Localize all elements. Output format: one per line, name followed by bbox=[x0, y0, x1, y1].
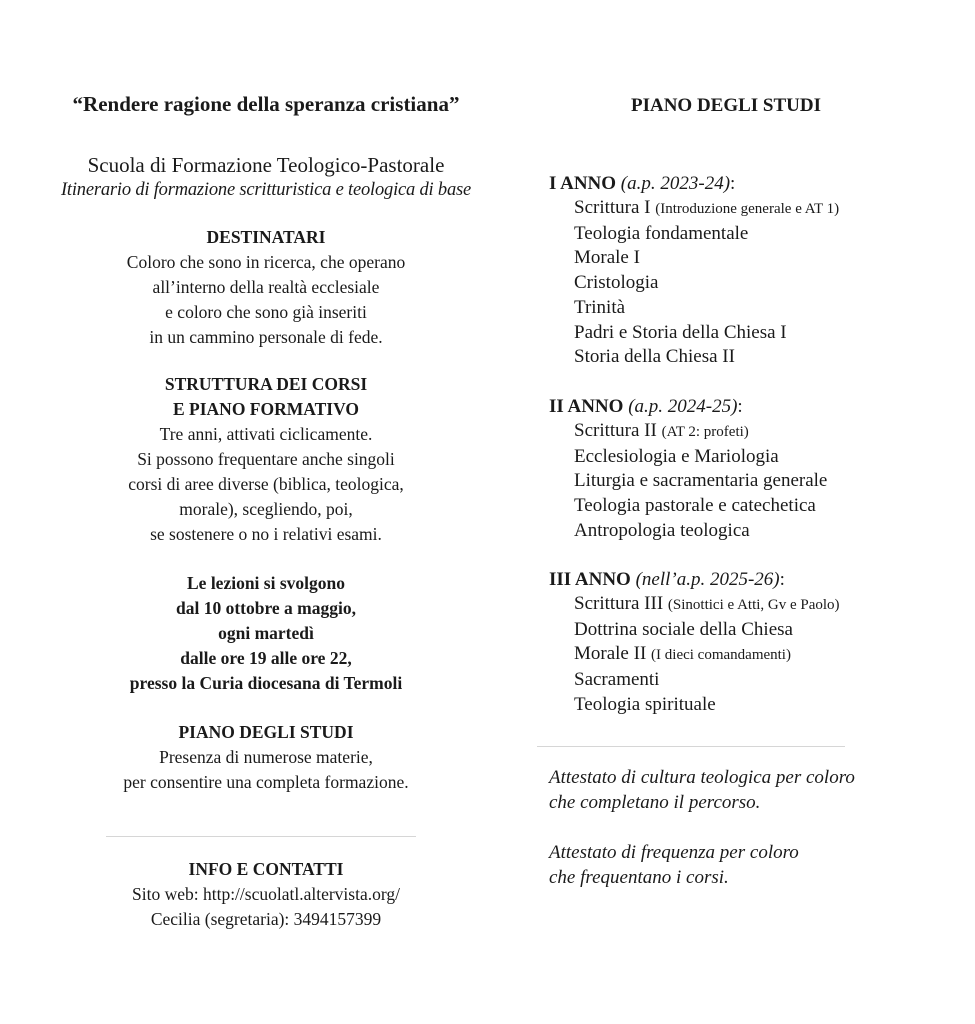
course-note: (AT 2: profeti) bbox=[661, 424, 749, 440]
course-name: Teologia pastorale e catechetica bbox=[574, 495, 816, 517]
course-name: Liturgia e sacramentaria generale bbox=[574, 470, 828, 492]
motto-title: “Rendere ragione della speranza cristiana” bbox=[72, 92, 460, 116]
schedule-line: ogni martedì bbox=[218, 623, 314, 643]
course-note: (Introduzione generale e AT 1) bbox=[655, 201, 840, 217]
divider bbox=[106, 836, 416, 837]
course-name: Scrittura III bbox=[574, 593, 664, 614]
year-period: (a.p. 2024-25) bbox=[628, 396, 738, 417]
course-item bbox=[574, 693, 949, 718]
year-suffix: : bbox=[737, 396, 743, 417]
course-item bbox=[574, 246, 949, 271]
schedule-line: dalle ore 19 alle ore 22, bbox=[180, 648, 352, 668]
contacts-section bbox=[48, 857, 484, 932]
recipients-line: all’interno della realtà ecclesiale bbox=[152, 277, 380, 297]
course-note: (I dieci comandamenti) bbox=[651, 647, 791, 664]
left-column bbox=[48, 92, 484, 795]
course-item bbox=[574, 494, 949, 519]
course-item bbox=[574, 642, 949, 668]
study-plan-section bbox=[48, 720, 484, 795]
structure-line: morale), scegliendo, poi, bbox=[179, 499, 353, 519]
study-plan-heading: PIANO DEGLI STUDI bbox=[178, 722, 354, 742]
structure-line: se sostenere o no i relativi esami. bbox=[150, 524, 382, 544]
course-item bbox=[574, 445, 949, 470]
year-heading bbox=[549, 171, 949, 196]
year-label: III ANNO bbox=[549, 569, 631, 590]
course-name: Scrittura II bbox=[574, 420, 657, 441]
course-name: Teologia fondamentale bbox=[574, 222, 749, 244]
course-name: Morale I bbox=[574, 247, 640, 269]
course-item bbox=[574, 196, 949, 222]
course-item bbox=[574, 271, 949, 296]
year-2-section bbox=[549, 394, 949, 544]
divider bbox=[537, 746, 845, 747]
secretary-contact: Cecilia (segretaria): 3494157399 bbox=[150, 909, 382, 929]
schedule-section bbox=[48, 571, 484, 696]
year-period: (nell’a.p. 2025-26) bbox=[635, 569, 780, 590]
study-plan-line: Presenza di numerose materie, bbox=[159, 747, 373, 767]
course-name: Storia della Chiesa II bbox=[574, 346, 735, 368]
certificate-line: Attestato di frequenza per coloro bbox=[549, 842, 799, 863]
school-name: Scuola di Formazione Teologico-Pastorale bbox=[87, 153, 445, 177]
course-item bbox=[574, 419, 949, 445]
course-name: Ecclesiologia e Mariologia bbox=[574, 445, 779, 467]
recipients-heading: DESTINATARI bbox=[206, 227, 326, 247]
year-1-section bbox=[549, 171, 949, 370]
structure-line: Tre anni, attivati ciclicamente. bbox=[159, 424, 373, 444]
year-suffix: : bbox=[730, 173, 736, 194]
study-plan-title: PIANO DEGLI STUDI bbox=[630, 95, 822, 116]
structure-line: Si possono frequentare anche singoli bbox=[137, 449, 395, 469]
course-name: Antropologia teologica bbox=[574, 519, 750, 541]
recipients-section bbox=[48, 225, 484, 350]
recipients-line: e coloro che sono già inseriti bbox=[165, 302, 367, 322]
course-item bbox=[574, 345, 949, 370]
year-heading bbox=[549, 394, 949, 419]
structure-heading: E PIANO FORMATIVO bbox=[173, 399, 359, 419]
course-name: Dottrina sociale della Chiesa bbox=[574, 618, 793, 640]
website-text: Sito web: http://scuolatl.altervista.org/ bbox=[132, 884, 400, 904]
year-3-section bbox=[549, 567, 949, 718]
course-note: (Sinottici e Atti, Gv e Paolo) bbox=[667, 597, 840, 613]
year-period: (a.p. 2023-24) bbox=[620, 173, 731, 194]
course-name: Morale II bbox=[574, 643, 647, 665]
course-item bbox=[574, 668, 949, 693]
course-name: Trinità bbox=[574, 296, 626, 318]
course-item bbox=[574, 519, 949, 544]
course-item bbox=[574, 296, 949, 321]
recipients-line: in un cammino personale di fede. bbox=[149, 327, 383, 347]
course-item bbox=[574, 592, 949, 618]
contacts-heading: INFO E CONTATTI bbox=[188, 859, 344, 879]
itinerary-subtitle: Itinerario di formazione scritturistica e teologica di base bbox=[60, 180, 472, 200]
course-item bbox=[574, 469, 949, 494]
course-name: Padri e Storia della Chiesa I bbox=[574, 321, 787, 343]
course-name: Scrittura I bbox=[574, 197, 651, 218]
year-heading bbox=[549, 567, 949, 592]
certificate-line: che frequentano i corsi. bbox=[549, 867, 729, 888]
structure-section bbox=[48, 372, 484, 547]
course-name: Sacramenti bbox=[574, 669, 660, 691]
course-item bbox=[574, 321, 949, 346]
schedule-line: Le lezioni si svolgono bbox=[187, 573, 345, 593]
year-label: I ANNO bbox=[549, 173, 617, 194]
structure-heading: STRUTTURA DEI CORSI bbox=[164, 374, 368, 394]
course-name: Teologia spirituale bbox=[574, 693, 716, 715]
certificate-line: che completano il percorso. bbox=[549, 792, 761, 813]
year-label: II ANNO bbox=[549, 396, 624, 417]
year-suffix: : bbox=[779, 569, 785, 590]
course-item bbox=[574, 222, 949, 247]
recipients-line: Coloro che sono in ricerca, che operano bbox=[126, 252, 406, 272]
schedule-line: dal 10 ottobre a maggio, bbox=[175, 598, 357, 618]
certificate-culture bbox=[549, 765, 949, 815]
study-plan-line: per consentire una completa formazione. bbox=[123, 772, 409, 792]
certificate-line: Attestato di cultura teologica per coloro bbox=[549, 767, 855, 788]
course-item bbox=[574, 618, 949, 643]
course-name: Cristologia bbox=[574, 272, 659, 294]
certificate-attendance bbox=[549, 840, 949, 890]
structure-line: corsi di aree diverse (biblica, teologica, bbox=[128, 474, 404, 494]
schedule-line: presso la Curia diocesana di Termoli bbox=[129, 673, 403, 693]
